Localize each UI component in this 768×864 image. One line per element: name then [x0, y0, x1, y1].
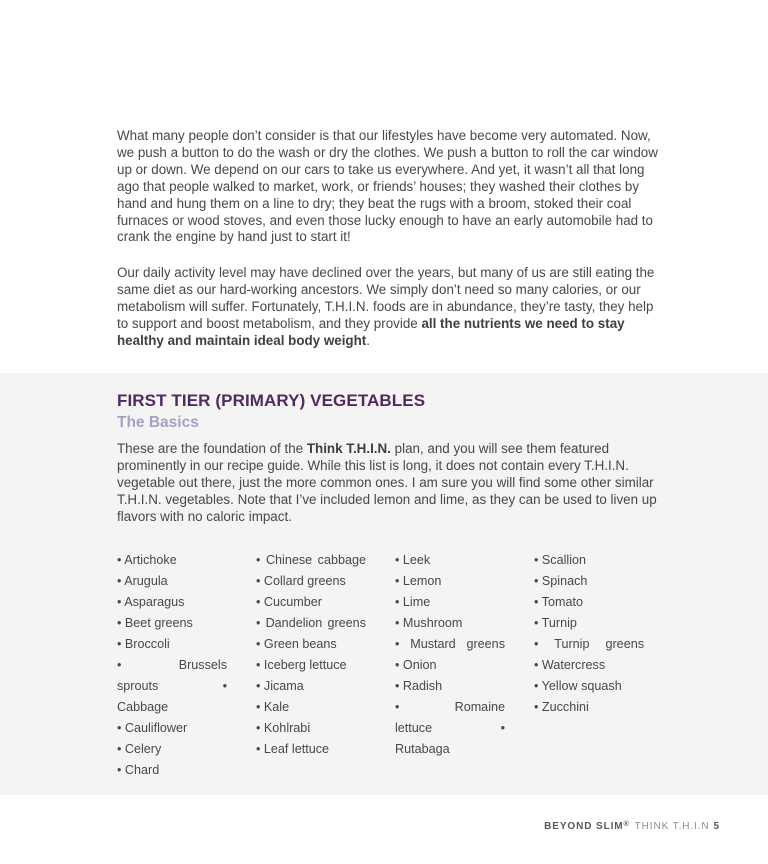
- list-item: • Lemon: [395, 574, 442, 589]
- section-intro-paragraph: [117, 441, 658, 526]
- text-segment-bold: Think T.H.I.N.: [306, 440, 391, 456]
- vegetable-column-3: [395, 550, 505, 781]
- list-item: • Lime: [395, 595, 431, 610]
- list-item: • Celery: [117, 742, 162, 757]
- list-item: • Onion: [395, 658, 437, 673]
- list-item: • Yellow squash: [534, 679, 622, 694]
- product-name: THINK T.H.I.N: [634, 821, 710, 833]
- vegetables-section: [0, 373, 768, 796]
- list-item: • Kale: [256, 700, 290, 715]
- list-item: • Chard: [117, 763, 160, 778]
- list-item: sprouts •: [117, 679, 227, 694]
- list-item: • Beet greens: [117, 616, 193, 631]
- list-item: • Tomato: [534, 595, 583, 610]
- page-footer: [0, 821, 768, 832]
- vegetable-column-4: [534, 550, 644, 781]
- intro-section: [0, 0, 768, 350]
- list-item: • Scallion: [534, 553, 587, 568]
- list-item: • Turnip greens: [534, 637, 644, 652]
- page-number: 5: [713, 821, 720, 833]
- list-item: • Arugula: [117, 574, 168, 589]
- list-item: • Cucumber: [256, 595, 323, 610]
- text-segment-bold: all the nutrients we need to stay healthy and maintain ideal body weight: [117, 316, 625, 348]
- list-item: • Jicama: [256, 679, 304, 694]
- paragraph-automation: What many people don’t consider is that our lifestyles have become very automated. Now, we push a button to do the wash or dry the clothes. We push a button to roll the car window up or down. We depend on our cars to take us everywhere. And yet, it wasn’t all that long ago that people walked to market, work, or friends’ houses; they washed their clothes by hand and hung them on a line to dry; they beat the rugs with a broom, stoked their coal furnaces or wood stoves, and even those lucky enough to have an early automobile had to crank the engine by hand just to start it!: [117, 128, 658, 245]
- list-item: • Romaine: [395, 700, 505, 715]
- paragraph-activity: [117, 265, 658, 350]
- section-subtitle: The Basics: [117, 413, 199, 431]
- list-item: • Green beans: [256, 637, 337, 652]
- list-item: • Iceberg lettuce: [256, 658, 347, 673]
- list-item: • Kohlrabi: [256, 721, 311, 736]
- brand-name: BEYOND SLIM: [544, 821, 624, 833]
- list-item: • Artichoke: [117, 553, 177, 568]
- list-item: • Spinach: [534, 574, 588, 589]
- section-content: [117, 390, 768, 782]
- text-segment: plan, and you will see them featured prominently in our recipe guide. While this list is long, it does not contain every T.H.I.N. vegetable out there, just the more common ones. I am sure you will find some other similar T.H.I.N. vegetables. Note that I’ve included lemon and lime, as they can be used to liven up flavors with no caloric impact.: [117, 440, 657, 524]
- list-item: • Collard greens: [256, 574, 346, 589]
- list-item: lettuce •: [395, 721, 505, 736]
- text-segment: Our daily activity level may have declined over the years, but many of us are still eating the same diet as our hard-working ancestors. We simply don’t need so many calories, or our metabolism will suffer. Fortunately, T.H.I.N. foods are in abundance, they’re tasty, they help to support and boost metabolism, and they provide: [117, 265, 655, 332]
- list-item: Rutabaga: [395, 742, 450, 757]
- vegetable-column-2: [256, 550, 366, 781]
- list-item: • Dandelion greens: [256, 616, 366, 631]
- registered-mark: ®: [623, 821, 629, 829]
- list-item: • Chinese cabbage: [256, 553, 366, 568]
- text-segment: These are the foundation of the: [117, 440, 307, 456]
- list-item: • Zucchini: [534, 700, 589, 715]
- list-item: • Mushroom: [395, 616, 463, 631]
- list-item: • Watercress: [534, 658, 606, 673]
- list-item: • Cauliflower: [117, 721, 188, 736]
- list-item: • Radish: [395, 679, 443, 694]
- list-item: • Mustard greens: [395, 637, 505, 652]
- list-item: • Brussels: [117, 658, 227, 673]
- text-segment: .: [366, 332, 370, 348]
- list-item: • Turnip: [534, 616, 577, 631]
- list-item: • Leek: [395, 553, 431, 568]
- section-title: FIRST TIER (PRIMARY) VEGETABLES: [117, 390, 426, 410]
- list-item: • Asparagus: [117, 595, 185, 610]
- list-item: Cabbage: [117, 700, 169, 715]
- list-item: • Leaf lettuce: [256, 742, 330, 757]
- vegetable-list: [117, 550, 768, 781]
- list-item: • Broccoli: [117, 637, 170, 652]
- vegetable-column-1: [117, 550, 227, 781]
